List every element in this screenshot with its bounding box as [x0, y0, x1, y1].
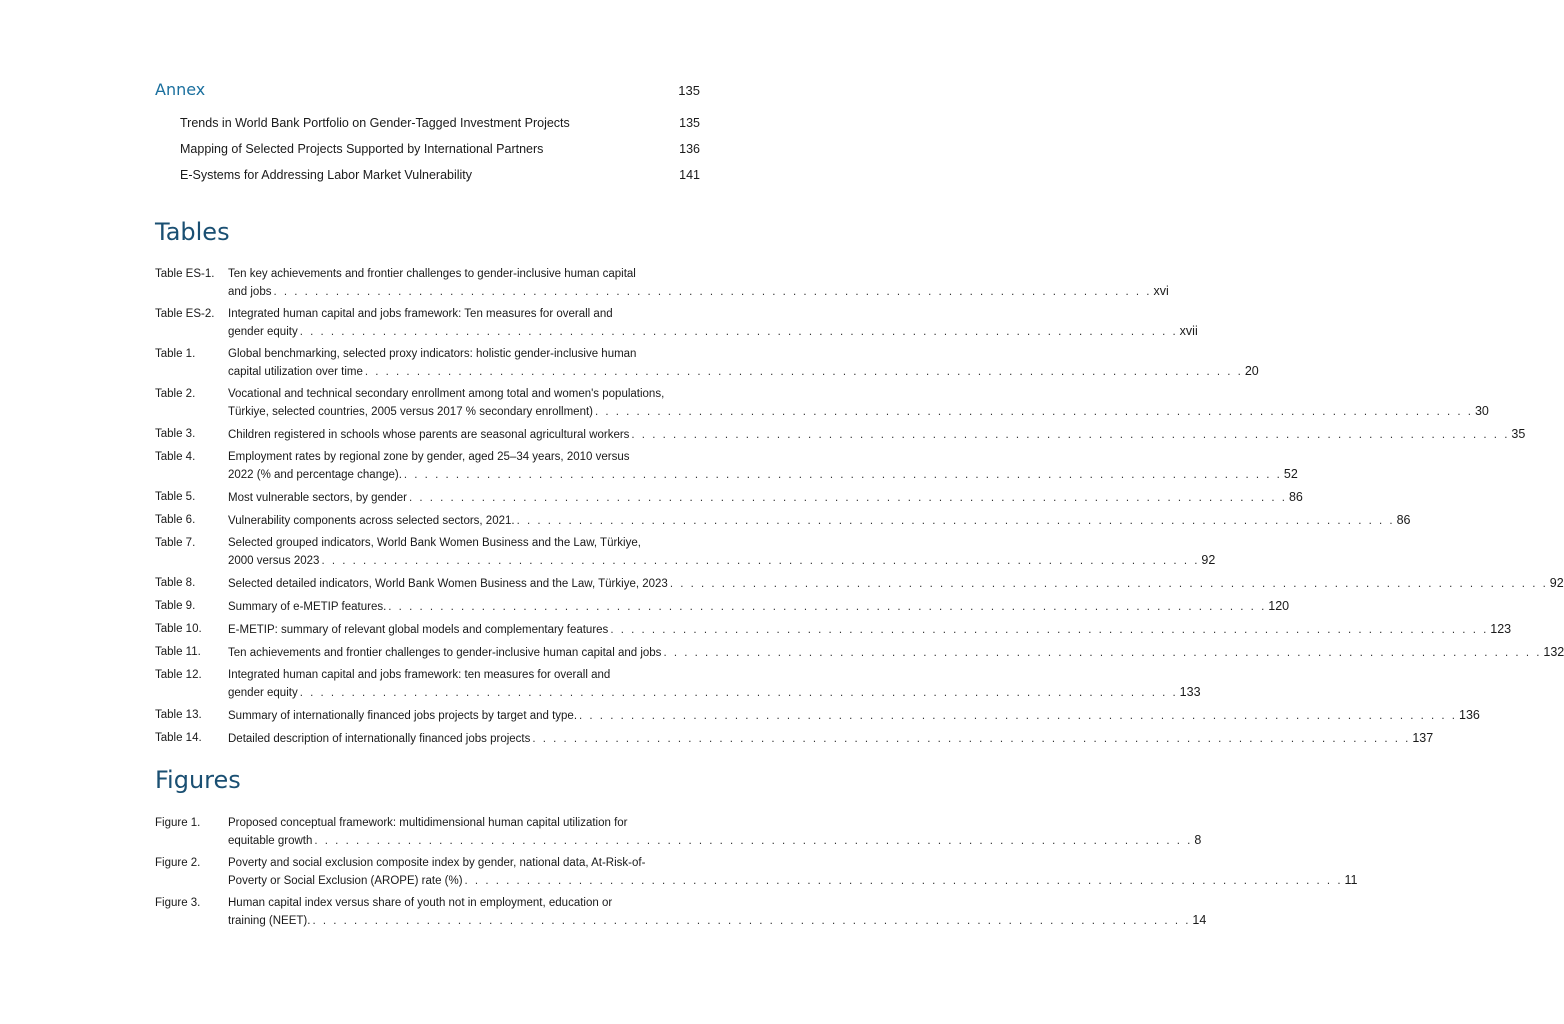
table-entry-body [228, 707, 1480, 725]
figure-entry-label: Figure 1. [155, 817, 201, 829]
table-entry-final-line [228, 644, 1564, 662]
table-entry-final-line [228, 323, 1198, 341]
annex-item-page: 136 [679, 142, 700, 156]
figure-entry[interactable] [155, 815, 1202, 850]
dot-leader: . . . . . . . . . . . . . . . . . . . . . . . . . . . . . . . . . . . . . . . . . . . . . . . . . . . . . . . . . . . . . . . . . . . . . . . . . . . . . . . . . . . . . [408, 492, 1287, 504]
table-entry-title-line: Integrated human capital and jobs framework: ten measures for overall and [228, 669, 611, 681]
dot-leader: . . . . . . . . . . . . . . . . . . . . . . . . . . . . . . . . . . . . . . . . . . . . . . . . . . . . . . . . . . . . . . . . . . . . . . . . . . . . . . . . . . . . . [579, 710, 1457, 722]
table-entry-label: Table 3. [155, 428, 196, 440]
table-entry[interactable] [155, 667, 1201, 702]
figure-entry-page-number: 8 [1194, 833, 1202, 847]
figure-entry-final-line [228, 912, 1207, 930]
table-entry-page-number: 20 [1244, 364, 1259, 378]
table-entry-page-number: 137 [1412, 731, 1434, 745]
figure-entry-final-line [228, 872, 1358, 890]
dot-leader: . . . . . . . . . . . . . . . . . . . . . . . . . . . . . . . . . . . . . . . . . . . . . . . . . . . . . . . . . . . . . . . . . . . . . . . . . . . . . . . . . . . . . [532, 733, 1411, 745]
table-entry[interactable] [155, 644, 1564, 662]
table-entry-label: Table 13. [155, 709, 202, 721]
table-entry-body [228, 386, 1489, 421]
table-entry-final-line [228, 403, 1489, 421]
figure-entry-title-line: Proposed conceptual framework: multidimensional human capital utilization for [228, 817, 628, 829]
table-entry-final-line [228, 363, 1259, 381]
table-entry[interactable] [155, 598, 1290, 616]
table-entry-label: Table 12. [155, 669, 202, 681]
table-entry-page-number: xvii [1179, 324, 1198, 338]
dot-leader: . . . . . . . . . . . . . . . . . . . . . . . . . . . . . . . . . . . . . . . . . . . . . . . . . . . . . . . . . . . . . . . . . . . . . . . . . . . . . . . . . . . . . [516, 515, 1395, 527]
table-entry[interactable] [155, 346, 1259, 381]
figure-entry-title: equitable growth [228, 835, 313, 847]
annex-heading-row[interactable] [155, 80, 700, 106]
table-entry-body [228, 621, 1512, 639]
table-entry-page-number: 35 [1511, 427, 1526, 441]
table-entry-title-line: Ten key achievements and frontier challenges to gender-inclusive human capital [228, 268, 636, 280]
figures-list [155, 815, 1358, 935]
table-entry-title: Detailed description of internationally financed jobs projects [228, 733, 531, 745]
table-entry[interactable] [155, 449, 1298, 484]
table-entry-final-line [228, 684, 1201, 702]
figure-entry-label: Figure 3. [155, 897, 201, 909]
table-entry-title-line: Integrated human capital and jobs framework: Ten measures for overall and [228, 308, 613, 320]
annex-title: Annex [155, 80, 206, 99]
table-entry-final-line [228, 426, 1526, 444]
table-entry-title: 2000 versus 2023 [228, 555, 320, 567]
table-entry[interactable] [155, 575, 1564, 593]
annex-item-label: E-Systems for Addressing Labor Market Vulnerability [180, 168, 473, 182]
table-entry-label: Table 4. [155, 451, 196, 463]
figure-entry-page-number: 14 [1192, 913, 1207, 927]
table-entry-title-line: Vocational and technical secondary enrollment among total and women's populations, [228, 388, 665, 400]
dot-leader: . . . . . . . . . . . . . . . . . . . . . . . . . . . . . . . . . . . . . . . . . . . . . . . . . . . . . . . . . . . . . . . . . . . . . . . . . . . . . . . . . . . . . [464, 875, 1343, 887]
table-entry-title: Most vulnerable sectors, by gender [228, 492, 407, 504]
table-entry-final-line [228, 552, 1216, 570]
table-entry[interactable] [155, 707, 1480, 725]
table-entry-title: Selected detailed indicators, World Bank Women Business and the Law, Türkiye, 2023 [228, 578, 668, 590]
table-entry-label: Table 14. [155, 732, 202, 744]
table-entry-body [228, 489, 1303, 507]
figure-entry-body [228, 895, 1207, 930]
table-entry-title: E-METIP: summary of relevant global models and complementary features [228, 624, 609, 636]
table-entry-body [228, 598, 1290, 616]
table-entry-body [228, 426, 1526, 444]
table-entry[interactable] [155, 489, 1303, 507]
annex-item[interactable] [155, 168, 700, 194]
table-entry-body [228, 266, 1169, 301]
dot-leader: . . . . . . . . . . . . . . . . . . . . . . . . . . . . . . . . . . . . . . . . . . . . . . . . . . . . . . . . . . . . . . . . . . . . . . . . . . . . . . . . . . . . . [595, 406, 1473, 418]
table-entry-body [228, 346, 1259, 381]
annex-item[interactable] [155, 142, 700, 168]
annex-item-page: 141 [679, 168, 700, 182]
table-entry-label: Table ES-2. [155, 308, 215, 320]
table-entry-final-line [228, 730, 1434, 748]
dot-leader: . . . . . . . . . . . . . . . . . . . . . . . . . . . . . . . . . . . . . . . . . . . . . . . . . . . . . . . . . . . . . . . . . . . . . . . . . . . . . . . . . . . . . [299, 687, 1178, 699]
table-entry-body [228, 730, 1434, 748]
figure-entry-final-line [228, 832, 1202, 850]
table-entry-title-line: Selected grouped indicators, World Bank Women Business and the Law, Türkiye, [228, 537, 641, 549]
table-entry-page-number: 132 [1543, 645, 1564, 659]
figure-entry[interactable] [155, 895, 1207, 930]
table-entry-body [228, 575, 1564, 593]
table-entry[interactable] [155, 535, 1216, 570]
table-entry-title: Türkiye, selected countries, 2005 versus 2017 % secondary enrollment) [228, 406, 593, 418]
table-entry-final-line [228, 512, 1411, 530]
table-entry-page-number: 86 [1396, 513, 1411, 527]
table-entry-final-line [228, 489, 1303, 507]
table-entry-body [228, 644, 1564, 662]
dot-leader: . . . . . . . . . . . . . . . . . . . . . . . . . . . . . . . . . . . . . . . . . . . . . . . . . . . . . . . . . . . . . . . . . . . . . . . . . . . . . . . . . . . . . [312, 915, 1191, 927]
table-entry-final-line [228, 598, 1290, 616]
table-entry-page-number: 120 [1268, 599, 1290, 613]
dot-leader: . . . . . . . . . . . . . . . . . . . . . . . . . . . . . . . . . . . . . . . . . . . . . . . . . . . . . . . . . . . . . . . . . . . . . . . . . . . . . . . . . . . . . [321, 555, 1200, 567]
figure-entry-title: Poverty or Social Exclusion (AROPE) rate (%) [228, 875, 463, 887]
table-entry-title: capital utilization over time [228, 366, 363, 378]
table-entry-body [228, 535, 1216, 570]
table-entry-title: gender equity [228, 687, 298, 699]
figure-entry-body [228, 815, 1202, 850]
table-entry-body [228, 512, 1411, 530]
annex-item-label: Mapping of Selected Projects Supported by International Partners [180, 142, 544, 156]
table-entry-label: Table 7. [155, 537, 196, 549]
table-entry-title-line: Employment rates by regional zone by gender, aged 25–34 years, 2010 versus [228, 451, 630, 463]
dot-leader: . . . . . . . . . . . . . . . . . . . . . . . . . . . . . . . . . . . . . . . . . . . . . . . . . . . . . . . . . . . . . . . . . . . . . . . . . . . . . . . . . . . . . [669, 578, 1548, 590]
table-entry-page-number: 86 [1288, 490, 1303, 504]
table-entry-page-number: 30 [1474, 404, 1489, 418]
table-entry-title: Ten achievements and frontier challenges to gender-inclusive human capital and jobs [228, 647, 662, 659]
table-entry[interactable] [155, 426, 1526, 444]
figure-entry-page-number: 11 [1344, 873, 1358, 887]
table-entry-final-line [228, 621, 1512, 639]
dot-leader: . . . . . . . . . . . . . . . . . . . . . . . . . . . . . . . . . . . . . . . . . . . . . . . . . . . . . . . . . . . . . . . . . . . . . . . . . . . . . . . . . . . . . [663, 647, 1542, 659]
table-entry[interactable] [155, 730, 1434, 748]
dot-leader: . . . . . . . . . . . . . . . . . . . . . . . . . . . . . . . . . . . . . . . . . . . . . . . . . . . . . . . . . . . . . . . . . . . . . . . . . . . . . . . . . . . . . [299, 326, 1178, 338]
annex-list [155, 116, 700, 194]
figure-entry-title: training (NEET). [228, 915, 311, 927]
dot-leader: . . . . . . . . . . . . . . . . . . . . . . . . . . . . . . . . . . . . . . . . . . . . . . . . . . . . . . . . . . . . . . . . . . . . . . . . . . . . . . . . . . . . . [314, 835, 1193, 847]
dot-leader: . . . . . . . . . . . . . . . . . . . . . . . . . . . . . . . . . . . . . . . . . . . . . . . . . . . . . . . . . . . . . . . . . . . . . . . . . . . . . . . . . . . . . [610, 624, 1489, 636]
table-entry-final-line [228, 283, 1169, 301]
figure-entry[interactable] [155, 855, 1358, 890]
table-entry-title-line: Global benchmarking, selected proxy indicators: holistic gender-inclusive human [228, 348, 637, 360]
table-entry-page-number: 52 [1283, 467, 1298, 481]
table-entry-final-line [228, 707, 1480, 725]
table-entry-body [228, 306, 1198, 341]
table-entry-page-number: 133 [1179, 685, 1201, 699]
table-entry-label: Table ES-1. [155, 268, 215, 280]
table-entry-title: Summary of e-METIP features. [228, 601, 387, 613]
table-entry-page-number: xvi [1153, 284, 1169, 298]
table-entry[interactable] [155, 306, 1198, 341]
table-entry-title: Summary of internationally financed jobs projects by target and type. [228, 710, 578, 722]
table-entry[interactable] [155, 266, 1169, 301]
table-entry-final-line [228, 466, 1298, 484]
annex-item-page: 135 [679, 116, 700, 130]
table-entry-label: Table 9. [155, 600, 196, 612]
table-entry[interactable] [155, 386, 1489, 421]
tables-heading: Tables [155, 218, 230, 246]
table-entry-title: and jobs [228, 286, 272, 298]
table-entry-page-number: 92 [1201, 553, 1216, 567]
table-entry-page-number: 123 [1490, 622, 1512, 636]
table-entry-title: Children registered in schools whose parents are seasonal agricultural workers [228, 429, 630, 441]
figure-entry-label: Figure 2. [155, 857, 201, 869]
table-entry-label: Table 1. [155, 348, 196, 360]
figure-entry-body [228, 855, 1358, 890]
table-entry-label: Table 11. [155, 646, 201, 658]
table-entry[interactable] [155, 512, 1411, 530]
table-entry[interactable] [155, 621, 1512, 639]
annex-item[interactable] [155, 116, 700, 142]
table-entry-body [228, 667, 1201, 702]
table-entry-title: Vulnerability components across selected sectors, 2021. [228, 515, 515, 527]
table-entry-label: Table 6. [155, 514, 196, 526]
annex-section [155, 80, 700, 194]
table-entry-final-line [228, 575, 1564, 593]
annex-page-number: 135 [678, 83, 700, 98]
tables-list [155, 266, 1564, 753]
table-entry-label: Table 8. [155, 577, 196, 589]
figures-heading: Figures [155, 766, 241, 794]
figure-entry-title-line: Human capital index versus share of youth not in employment, education or [228, 897, 613, 909]
table-entry-label: Table 2. [155, 388, 196, 400]
dot-leader: . . . . . . . . . . . . . . . . . . . . . . . . . . . . . . . . . . . . . . . . . . . . . . . . . . . . . . . . . . . . . . . . . . . . . . . . . . . . . . . . . . . . . [388, 601, 1267, 613]
annex-item-label: Trends in World Bank Portfolio on Gender-Tagged Investment Projects [180, 116, 570, 130]
table-entry-label: Table 5. [155, 491, 196, 503]
figure-entry-title-line: Poverty and social exclusion composite index by gender, national data, At-Risk-of- [228, 857, 646, 869]
table-entry-body [228, 449, 1298, 484]
dot-leader: . . . . . . . . . . . . . . . . . . . . . . . . . . . . . . . . . . . . . . . . . . . . . . . . . . . . . . . . . . . . . . . . . . . . . . . . . . . . . . . . . . . . . [403, 469, 1282, 481]
table-entry-label: Table 10. [155, 623, 202, 635]
table-entry-title: gender equity [228, 326, 298, 338]
dot-leader: . . . . . . . . . . . . . . . . . . . . . . . . . . . . . . . . . . . . . . . . . . . . . . . . . . . . . . . . . . . . . . . . . . . . . . . . . . . . . . . . . . . . . [364, 366, 1243, 378]
table-entry-page-number: 136 [1459, 708, 1480, 722]
dot-leader: . . . . . . . . . . . . . . . . . . . . . . . . . . . . . . . . . . . . . . . . . . . . . . . . . . . . . . . . . . . . . . . . . . . . . . . . . . . . . . . . . . . . . [631, 429, 1510, 441]
dot-leader: . . . . . . . . . . . . . . . . . . . . . . . . . . . . . . . . . . . . . . . . . . . . . . . . . . . . . . . . . . . . . . . . . . . . . . . . . . . . . . . . . . . . . [273, 286, 1152, 298]
table-entry-title: 2022 (% and percentage change). [228, 469, 402, 481]
table-entry-page-number: 92 [1549, 576, 1564, 590]
